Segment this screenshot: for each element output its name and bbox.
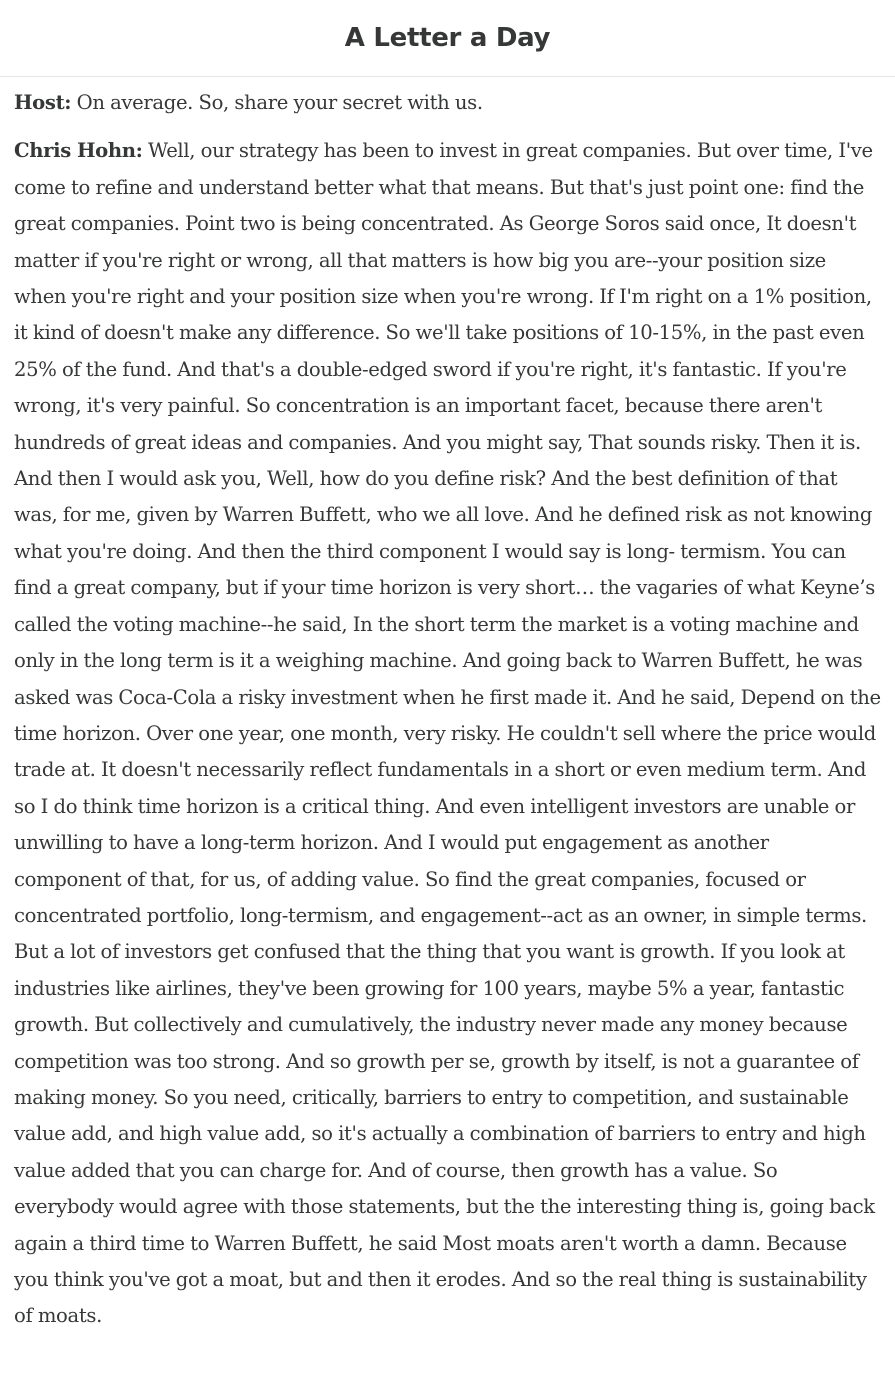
paragraph-text: Well, our strategy has been to invest in great companies. But over time, I've come to refine and understand better what that means. But that's just point one: find the great companies. Point two is being concentrated. As George Soros said once, It doesn't matter if you're right or wrong, all that matters is how big you are--your position size when you're right and your position size when you're wrong. If I'm right on a 1% position, it kind of doesn't make any difference. So we'll take positions of 10-15%, in the past even 25% of the fund. And that's a double-edged sword if you're right, it's fantastic. If you're wrong, it's very painful. So concentration is an important facet, because there aren't hundreds of great ideas and companies. And you might say, That sounds risky. Then it is. And then I would ask you, Well, how do you define risk? And the best definition of that was, for me, given by Warren Buffett, who we all love. And he defined risk as not knowing what you're doing. And then the third component I would say is long- termism. You can find a great company, but if your time horizon is very short… the vagaries of what Keyne’s called the voting machine--he said, In the short term the market is a voting machine and only in the long term is it a weighing machine. And going back to Warren Buffett, he was asked was Coca-Cola a risky investment when he first made it. And he said, Depend on the time horizon. Over one year, one month, very risky. He couldn't sell where the price would trade at. It doesn't necessarily reflect fundamentals in a short or even medium term. And so I do think time horizon is a critical thing. And even intelligent investors are unable or unwilling to have a long-term horizon. And I would put engagement as another component of that, for us, of adding value. So find the great companies, focused or concentrated portfolio, long-termism, and engagement--act as an owner, in simple terms. But a lot of investors get confused that the thing that you want is growth. If you look at industries like airlines, they've been growing for 100 years, maybe 5% a year, fantastic growth. But collectively and cumulatively, the industry never made any money because competition was too strong. And so growth per se, growth by itself, is not a guarantee of making money. So you need, critically, barriers to entry to competition, and sustainable value add, and high value add, so it's actually a combination of barriers to entry and high value added that you can charge for. And of course, then growth has a value. So everybody would agree with those statements, but the the interesting thing is, going back again a third time to Warren Buffett, he said Most moats aren't worth a damn. Because you think you've got a moat, but and then it erodes. And so the real thing is sustainability of moats. (14, 139, 881, 1328)
speaker-name: Chris Hohn: (14, 139, 143, 163)
site-title[interactable]: A Letter a Day (344, 23, 551, 53)
paragraph-text: On average. So, share your secret with us. (76, 91, 483, 114)
speaker-name: Host: (14, 91, 72, 114)
article-body (0, 85, 895, 1335)
transcript-paragraph-host (14, 85, 881, 121)
site-header (0, 0, 895, 77)
transcript-paragraph-chris-hohn (14, 133, 881, 1334)
